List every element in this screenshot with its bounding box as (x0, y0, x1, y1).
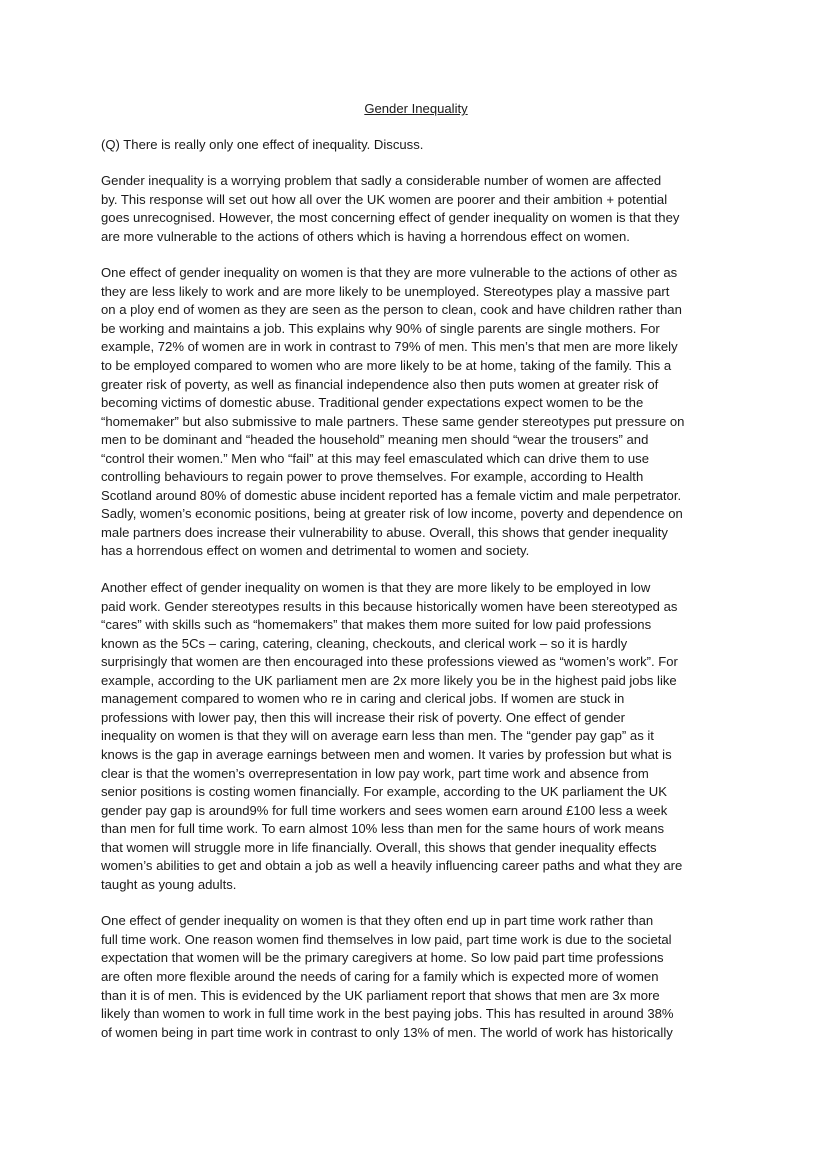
paragraph-line: Scotland around 80% of domestic abuse incident reported has a female victim and male perpetrator. (101, 487, 682, 503)
paragraph-line: of women being in part time work in contrast to only 13% of men. The world of work has historically (101, 1024, 673, 1040)
paragraph-line: expectation that women will be the primary caregivers at home. So low paid part time professions (101, 950, 664, 966)
paragraph-line: known as the 5Cs – caring, catering, cleaning, checkouts, and clerical work – so it is hardly (101, 635, 628, 651)
paragraph-line: Another effect of gender inequality on women is that they are more likely to be employed in low (101, 580, 651, 596)
essay-paragraphs (101, 172, 731, 1042)
paragraph-line: than it is of men. This is evidenced by the UK parliament report that shows that men are 3x more (101, 987, 660, 1003)
paragraph-line: “cares” with skills such as “homemakers” that makes them more suited for low paid professions (101, 617, 652, 633)
paragraph-line: surprisingly that women are then encouraged into these professions viewed as “women’s work”. For (101, 654, 678, 670)
paragraph (101, 912, 731, 1042)
document-body (101, 100, 731, 1060)
paragraph-line: by. This response will set out how all over the UK women are poorer and their ambition + potential (101, 191, 668, 207)
paragraph-line: likely than women to work in full time work in the best paying jobs. This has resulted in around 38% (101, 1006, 674, 1022)
paragraph-line: example, according to the UK parliament men are 2x more likely you be in the highest paid jobs like (101, 672, 677, 688)
paragraph (101, 264, 731, 561)
paragraph-line: greater risk of poverty, as well as financial independence also then puts women at greater risk of (101, 376, 659, 392)
paragraph-line: full time work. One reason women find themselves in low paid, part time work is due to the societal (101, 931, 672, 947)
paragraph-line: women’s abilities to get and obtain a job as well a heavily influencing career paths and what they are (101, 858, 683, 874)
paragraph (101, 579, 731, 894)
paragraph-line: senior positions is costing women financially. For example, according to the UK parliament the UK (101, 784, 667, 800)
paragraph-line: “homemaker” but also submissive to male partners. These same gender stereotypes put pressure on (101, 413, 685, 429)
paragraph-line: knows is the gap in average earnings between men and women. It varies by profession but what is (101, 746, 672, 762)
paragraph-line: One effect of gender inequality on women is that they often end up in part time work rather than (101, 913, 654, 929)
paragraph-line: “control their women.” Men who “fail” at this may feel emasculated which can drive them to use (101, 450, 649, 466)
paragraph-line: Gender inequality is a worrying problem that sadly a considerable number of women are affected (101, 173, 662, 189)
paragraph-line: men to be dominant and “headed the household” meaning men should “wear the trousers” and (101, 432, 649, 448)
paragraph-line: clear is that the women’s overrepresentation in low pay work, part time work and absence from (101, 765, 649, 781)
paragraph-line: than men for full time work. To earn almost 10% less than men for the same hours of work means (101, 821, 665, 837)
paragraph-line: example, 72% of women are in work in contrast to 79% of men. This men’s that men are more likely (101, 339, 678, 355)
paragraph-line: to be employed compared to women who are more likely to be at home, taking of the family. This a (101, 358, 672, 374)
paragraph-line: they are less likely to work and are more likely to be unemployed. Stereotypes play a massive part (101, 283, 670, 299)
paragraph-line: goes unrecognised. However, the most concerning effect of gender inequality on women is that they (101, 210, 680, 226)
paragraph-line: controlling behaviours to regain power to prove themselves. For example, according to Health (101, 469, 644, 485)
paragraph-line: inequality on women is that they will on average earn less than men. The “gender pay gap” as it (101, 728, 654, 744)
paragraph-line: gender pay gap is around9% for full time workers and sees women earn around £100 less a week (101, 802, 668, 818)
paragraph-line: One effect of gender inequality on women is that they are more vulnerable to the actions of other as (101, 265, 678, 281)
paragraph-line: that women will struggle more in life financially. Overall, this shows that gender inequality effects (101, 839, 657, 855)
paragraph-line: on a ploy end of women as they are seen as the person to clean, cook and have children rather than (101, 302, 682, 318)
paragraph-line: has a horrendous effect on women and detrimental to women and society. (101, 543, 530, 559)
essay-question: (Q) There is really only one effect of inequality. Discuss. (101, 136, 424, 152)
paragraph-line: Sadly, women’s economic positions, being at greater risk of low income, poverty and dependence on (101, 506, 683, 522)
paragraph-line: taught as young adults. (101, 876, 237, 892)
paragraph-line: are more vulnerable to the actions of others which is having a horrendous effect on women. (101, 228, 630, 244)
paragraph-line: are often more flexible around the needs of caring for a family which is expected more of women (101, 968, 659, 984)
paragraph-line: becoming victims of domestic abuse. Traditional gender expectations expect women to be the (101, 395, 644, 411)
paragraph-line: management compared to women who re in caring and clerical jobs. If women are stuck in (101, 691, 625, 707)
document-title: Gender Inequality (364, 101, 468, 116)
paragraph-line: male partners does increase their vulnerability to abuse. Overall, this shows that gender inequality (101, 524, 668, 540)
paragraph (101, 172, 731, 246)
paragraph-line: paid work. Gender stereotypes results in this because historically women have been stereotyped as (101, 598, 678, 614)
paragraph-line: professions with lower pay, then this will increase their risk of poverty. One effect of gender (101, 709, 625, 725)
paragraph-line: be working and maintains a job. This explains why 90% of single parents are single mothers. For (101, 320, 660, 336)
